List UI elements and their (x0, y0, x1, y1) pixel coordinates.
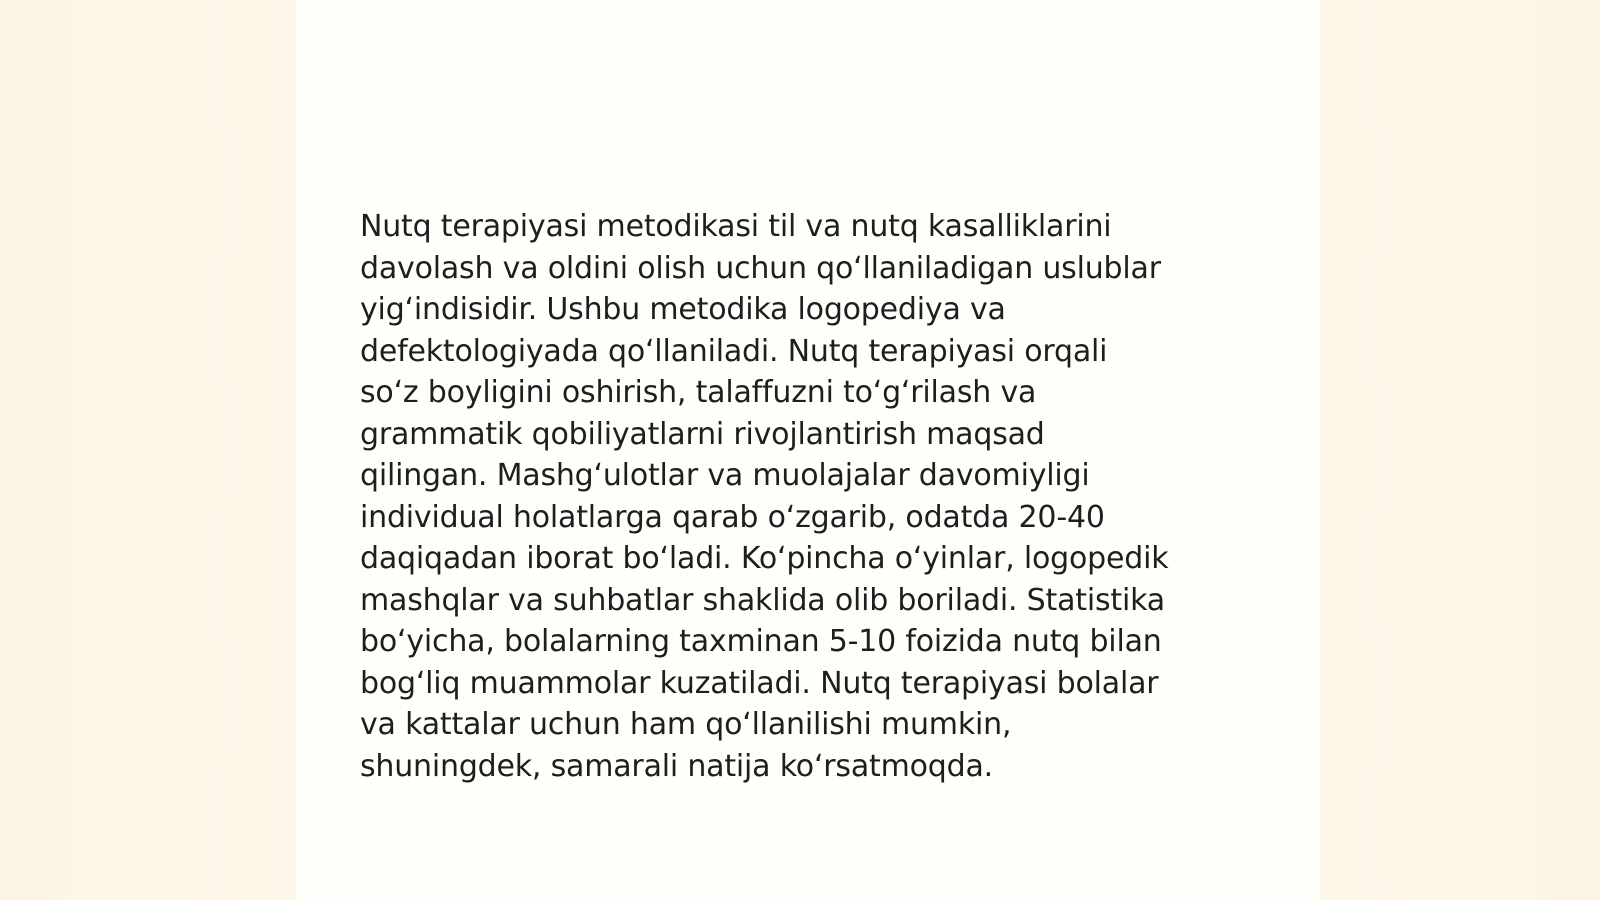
paragraph-line: mashqlar va suhbatlar shaklida olib boriladi. Statistika (360, 582, 1165, 618)
paragraph-line: va kattalar uchun ham qoʻllanilishi mumkin, (360, 707, 1012, 742)
paragraph-line: defektologiyada qoʻllaniladi. Nutq terapiyasi orqali (360, 333, 1108, 369)
paragraph-line: bogʻliq muammolar kuzatiladi. Nutq terapiyasi bolalar (360, 665, 1159, 701)
paragraph-line: grammatik qobiliyatlarni rivojlantirish maqsad (360, 416, 1045, 452)
paragraph-line: Nutq terapiyasi metodikasi til va nutq kasalliklarini (360, 209, 1112, 244)
body-paragraph (360, 206, 1256, 787)
paragraph-line: yigʻindisidir. Ushbu metodika logopediya va (360, 292, 1006, 327)
document-page (296, 0, 1320, 900)
paragraph-line: daqiqadan iborat boʻladi. Koʻpincha oʻyinlar, logopedik (360, 541, 1169, 576)
paragraph-line: boʻyicha, bolalarning taxminan 5-10 foizida nutq bilan (360, 624, 1162, 659)
paragraph-line: qilingan. Mashgʻulotlar va muolajalar davomiyligi (360, 458, 1090, 493)
paragraph-line: shuningdek, samarali natija koʻrsatmoqda. (360, 748, 993, 784)
paragraph-line: individual holatlarga qarab oʻzgarib, odatda 20-40 (360, 499, 1105, 535)
paragraph-line: soʻz boyligini oshirish, talaffuzni toʻgʻrilash va (360, 375, 1037, 410)
paragraph-line: davolash va oldini olish uchun qoʻllaniladigan uslublar (360, 250, 1161, 286)
